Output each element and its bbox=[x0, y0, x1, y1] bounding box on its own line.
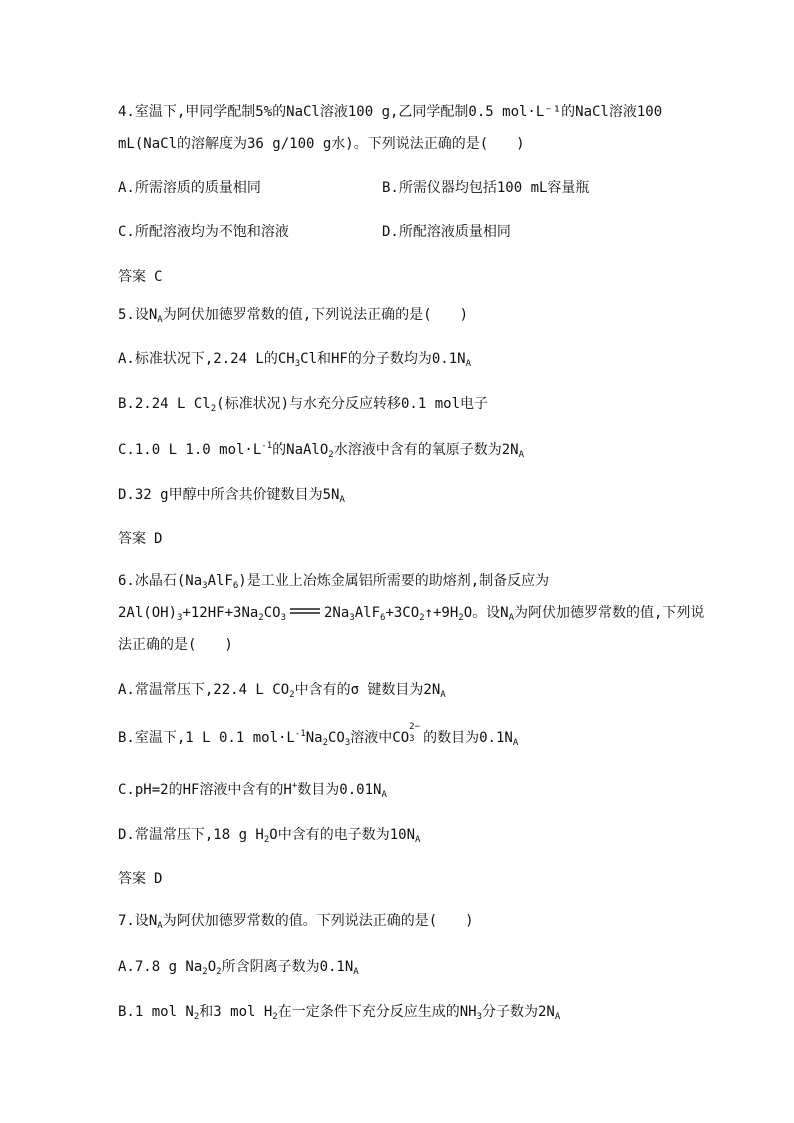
q6-option-a: A.常温常压下,22.4 L $CO_2$中含有的σ 键数目为$2N_A$ bbox=[118, 682, 446, 700]
q4-option-a: A.所需溶质的质量相同 bbox=[118, 180, 261, 196]
q4-option-b: B.所需仪器均包括100 mL容量瓶 bbox=[382, 180, 590, 196]
q4-answer bbox=[118, 267, 162, 287]
q7-stem: 7.设$N_A$为阿伏加德罗常数的值。下列说法正确的是( ) bbox=[118, 913, 474, 931]
q6-option-c: C.pH=2的HF溶液中含有的H+数目为$0.01N_A$ bbox=[118, 781, 387, 800]
q4-option-d: D.所配溶液质量相同 bbox=[382, 224, 511, 240]
answer-label: 答案 bbox=[118, 871, 146, 887]
q7-option-a: A.7.8 g $Na_2O_2$所含阴离子数为$0.1N_A$ bbox=[118, 959, 359, 977]
q4-stem-line2: mL(NaCl的溶解度为36 g/100 g水)。下列说法正确的是( ) bbox=[118, 136, 525, 152]
q5-answer bbox=[118, 529, 162, 549]
q5-option-d: D.32 g甲醇中所含共价键数目为$5N_A$ bbox=[118, 487, 345, 505]
q6-option-d: D.常温常压下,18 g $H_2O$中含有的电子数为$10N_A$ bbox=[118, 827, 421, 845]
equals-sign-icon bbox=[290, 608, 320, 614]
q5-stem: 5.设$N_A$为阿伏加德罗常数的值,下列说法正确的是( ) bbox=[118, 307, 469, 325]
q6-answer bbox=[118, 869, 162, 889]
q6-stem-line3: 法正确的是( ) bbox=[118, 637, 233, 653]
answer-label: 答案 bbox=[118, 531, 146, 547]
q4-stem-line1: 4.室温下,甲同学配制5%的NaCl溶液100 g,乙同学配制0.5 mol·L⁻¹的NaCl溶液100 bbox=[118, 104, 663, 120]
q6-stem-line2: $2Al(OH)_3+12HF+3Na_2CO_3$ $2Na_3AlF_6+3CO_2↑+9H_2O$。设$N_A$为阿伏加德罗常数的值,下列说 bbox=[118, 605, 705, 623]
q6-option-b: B.室温下,1 L 0.1 $mol\cdot L^{-1}Na_2CO_3$溶液中CO 2− 3 的数目为$0.1N_A$ bbox=[118, 722, 519, 748]
q5-option-b: B.2.24 L $Cl_2$(标准状况)与水充分反应转移0.1 mol电子 bbox=[118, 396, 488, 414]
answer-value: C bbox=[154, 269, 163, 285]
q6-stem-line1: 6.冰晶石$(Na_3AlF_6)$是工业上冶炼金属铝所需要的助熔剂,制备反应为 bbox=[118, 573, 550, 591]
answer-value: D bbox=[154, 871, 163, 887]
q5-option-c: C.1.0 L 1.0 $mol\cdot L^{-1}$的NaAlO$_2$水溶液中含有的氧原子数为$2N_A$ bbox=[118, 441, 524, 460]
q7-option-b: B.1 mol $N_2$和3 mol $H_2$在一定条件下充分反应生成的$NH_3$分子数为$2N_A$ bbox=[118, 1004, 561, 1022]
q5-option-a: A.标准状况下,2.24 L的$CH_3Cl$和HF的分子数均为$0.1N_A$ bbox=[118, 351, 471, 369]
q4-option-c: C.所配溶液均为不饱和溶液 bbox=[118, 224, 289, 240]
answer-value: D bbox=[154, 531, 163, 547]
answer-label: 答案 bbox=[118, 269, 146, 285]
